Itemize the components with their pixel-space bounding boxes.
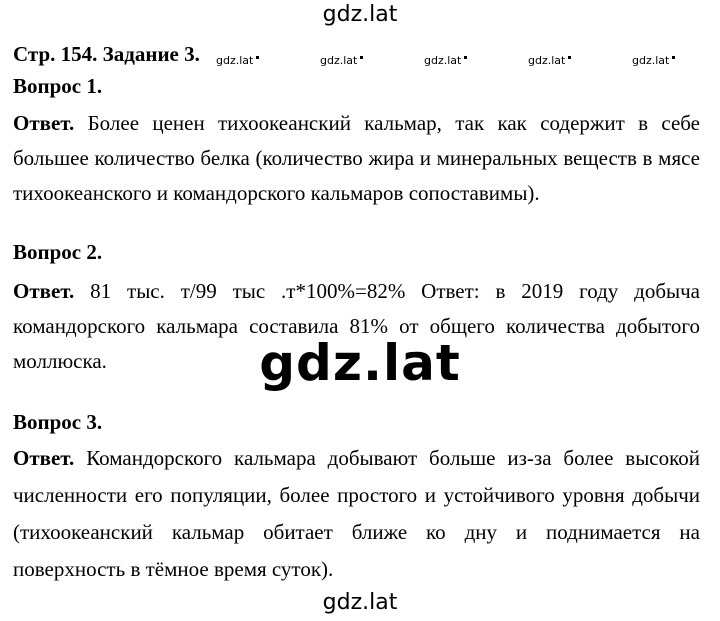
page-header: Стр. 154. Задание 3. <box>13 42 200 66</box>
answer-label: Ответ. <box>13 111 75 135</box>
watermark-small: gdz.lat <box>424 54 467 67</box>
watermark-small: gdz.lat <box>320 54 363 67</box>
answer-text: Более ценен тихоокеанский кальмар, так как содержит в себе большее количество белка (количество жира и минеральных веществ в мясе тихоокеанского и командорского кальмаров сопоставимы). <box>13 111 700 205</box>
watermark-small: gdz.lat <box>632 54 675 67</box>
answer-text: 81 тыс. т/99 тыс .т*100%=82% Ответ: в 2019 году добыча командорского кальмара составила 81% от общего количества добытого моллюска. <box>13 279 700 373</box>
question-title: Вопрос 1. <box>13 74 103 98</box>
watermark-top: gdz.lat <box>322 2 398 27</box>
answer-paragraph <box>13 106 700 211</box>
watermark-small: gdz.lat <box>216 54 259 67</box>
watermark-small: gdz.lat <box>528 54 571 67</box>
watermark-bottom: gdz.lat <box>322 590 398 615</box>
answer-label: Ответ. <box>13 446 75 470</box>
answer-label: Ответ. <box>13 279 75 303</box>
answer-paragraph <box>13 440 700 588</box>
question-title: Вопрос 2. <box>13 240 103 264</box>
watermark-center: gdz.lat <box>259 334 461 392</box>
answer-text: Командорского кальмара добывают больше из-за более высокой численности его популяции, более простого и устойчивого уровня добычи (тихоокеанский кальмар обитает ближе ко дну и поднимается на поверхность в тёмное время суток). <box>13 446 701 581</box>
question-title: Вопрос 3. <box>13 410 103 434</box>
